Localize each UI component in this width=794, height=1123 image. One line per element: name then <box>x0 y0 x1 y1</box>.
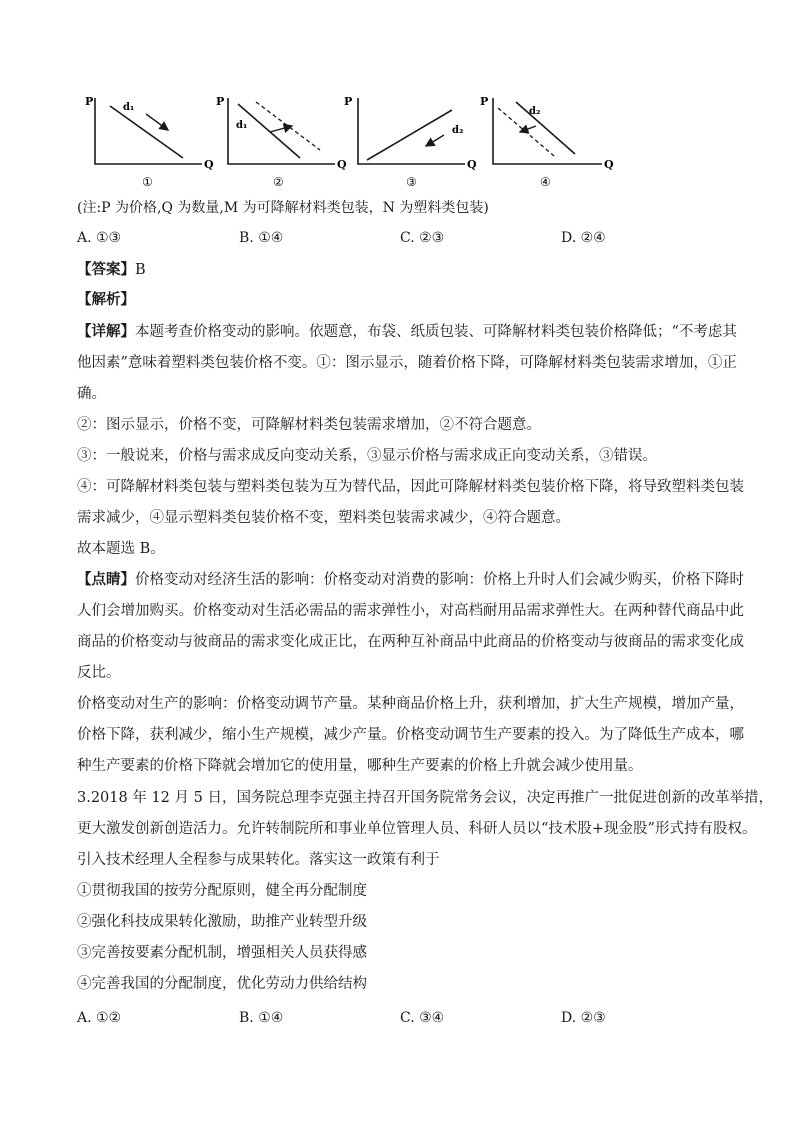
graph-4-p-label: P <box>480 95 489 108</box>
graph-3-curve-label: d₂ <box>452 125 464 136</box>
graph-2-shift-arrow <box>270 126 292 132</box>
graph-2-q-label: Q <box>337 158 347 171</box>
graph-1-p-label: P <box>85 95 94 108</box>
q3-line-2: 更大激发创新创造活力。允许转制院所和事业单位管理人员、科研人员以“技术股+现金股”形式持有股权。 <box>77 821 757 837</box>
graph-4-shifted-curve <box>498 108 554 156</box>
graph-4-axes <box>493 98 602 164</box>
tip-line-4: 反比。 <box>77 665 121 681</box>
detail-line-5: ③：一般说来，价格与需求成反向变动关系，③显示价格与需求成正向变动关系，③错误。 <box>77 448 657 464</box>
graph-1-q-label: Q <box>204 158 214 171</box>
graph-2-axes <box>228 98 335 164</box>
q3-option-c: C. ③④ <box>400 1010 445 1026</box>
graph-4 <box>480 95 614 189</box>
detail-line-2: 他因素”意味着塑料类包装价格不变。①：图示显示，随着价格下降，可降解材料类包装需求增加，①正 <box>77 355 737 371</box>
graph-2-shifted-curve <box>256 102 320 150</box>
tip-line-6: 价格下降，获利减少，缩小生产规模，减少产量。价格变动调节生产要素的投入。为了降低生产成本，哪 <box>77 727 744 743</box>
graph-4-caption: ④ <box>540 175 551 189</box>
graph-4-curve-label: d₂ <box>529 106 541 117</box>
graph-2-curve-label: d₁ <box>236 120 248 131</box>
q2-option-d: D. ②④ <box>561 230 606 246</box>
detail-line-1 <box>77 322 737 342</box>
graph-1-movement-arrow <box>146 114 168 130</box>
graph-1 <box>85 95 214 189</box>
answer-tag: 【答案】 <box>77 261 135 278</box>
tip-line-3: 商品的价格变动与彼商品的需求变化成正比，在两种互补商品中此商品的价格变动与彼商品的需求变化成 <box>77 634 744 650</box>
answer-value: B <box>135 262 146 278</box>
graph-2-p-label: P <box>216 95 225 108</box>
analysis-tag: 【解析】 <box>77 291 135 308</box>
graph-4-demand-curve <box>516 102 575 154</box>
detail-line-6: ④：可降解材料类包装与塑料类包装为互为替代品，因此可降解材料类包装价格下降，将导致塑料类包装 <box>77 479 744 495</box>
answer-line <box>77 260 146 280</box>
graph-note: (注:P 为价格,Q 为数量,M 为可降解材料类包装，N 为塑料类包装) <box>77 200 489 216</box>
graph-3-q-label: Q <box>467 158 477 171</box>
tip-line-5: 价格变动对生产的影响：价格变动调节产量。某种商品价格上升，获利增加，扩大生产规模，增加产量， <box>77 696 744 712</box>
q3-option-d: D. ②③ <box>561 1010 606 1026</box>
detail-line-7: 需求减少，④显示塑料类包装价格不变，塑料类包装需求减少，④符合题意。 <box>77 510 570 526</box>
q2-option-a: A. ①③ <box>77 230 122 246</box>
q3-option-a: A. ①② <box>77 1010 122 1026</box>
graph-1-axes <box>95 98 202 164</box>
q3-statement-3: ③完善按要素分配机制，增强相关人员获得感 <box>77 945 367 961</box>
q3-statement-2: ②强化科技成果转化激励，助推产业转型升级 <box>77 914 367 930</box>
tip-tag: 【点睛】 <box>77 571 135 588</box>
q3-line-3: 引入技术经理人全程参与成果转化。落实这一政策有利于 <box>77 852 440 868</box>
graph-2 <box>216 95 347 189</box>
graph-3-axes <box>358 98 465 164</box>
tip-line-7: 种生产要素的价格下降就会增加它的使用量，哪种生产要素的价格上升就会减少使用量。 <box>77 758 643 774</box>
graph-4-q-label: Q <box>604 158 614 171</box>
q3-statement-1: ①贯彻我国的按劳分配原则，健全再分配制度 <box>77 883 367 899</box>
detail-line-1-text: 本题考查价格变动的影响。依题意，布袋、纸质包装、可降解材料类包装价格降低；“不考虑其 <box>135 324 737 340</box>
q3-statement-4: ④完善我国的分配制度，优化劳动力供给结构 <box>77 976 367 992</box>
graph-3-caption: ③ <box>406 175 417 189</box>
q3-line-1: 3.2018 年 12 月 5 日，国务院总理李克强主持召开国务院常务会议，决定再推广一批促进创新的改革举措， <box>77 790 773 806</box>
graph-4-shift-arrow <box>520 126 536 132</box>
detail-line-4: ②：图示显示，价格不变，可降解材料类包装需求增加，②不符合题意。 <box>77 417 541 433</box>
detail-line-8: 故本题选 B。 <box>77 541 165 557</box>
demand-graphs-figure <box>80 90 640 190</box>
q3-option-b: B. ①④ <box>239 1010 284 1026</box>
graph-1-caption: ① <box>142 175 153 189</box>
graph-1-curve-label: d₁ <box>123 102 135 113</box>
detail-tag: 【详解】 <box>77 323 135 340</box>
tip-line-2: 人们会增加购买。价格变动对生活必需品的需求弹性小，对高档耐用品需求弹性大。在两种替代商品中此 <box>77 603 744 619</box>
graph-3-movement-arrow <box>426 135 444 146</box>
graph-3 <box>344 95 477 189</box>
tip-line-1-text: 价格变动对经济生活的影响：价格变动对消费的影响：价格上升时人们会减少购买，价格下降时 <box>135 572 744 588</box>
detail-line-3: 确。 <box>77 386 106 402</box>
graph-3-p-label: P <box>344 95 353 108</box>
tip-line-1 <box>77 570 744 590</box>
q2-option-b: B. ①④ <box>239 230 284 246</box>
graph-2-caption: ② <box>273 175 284 189</box>
q2-option-c: C. ②③ <box>400 230 445 246</box>
graph-3-demand-curve <box>367 110 452 160</box>
